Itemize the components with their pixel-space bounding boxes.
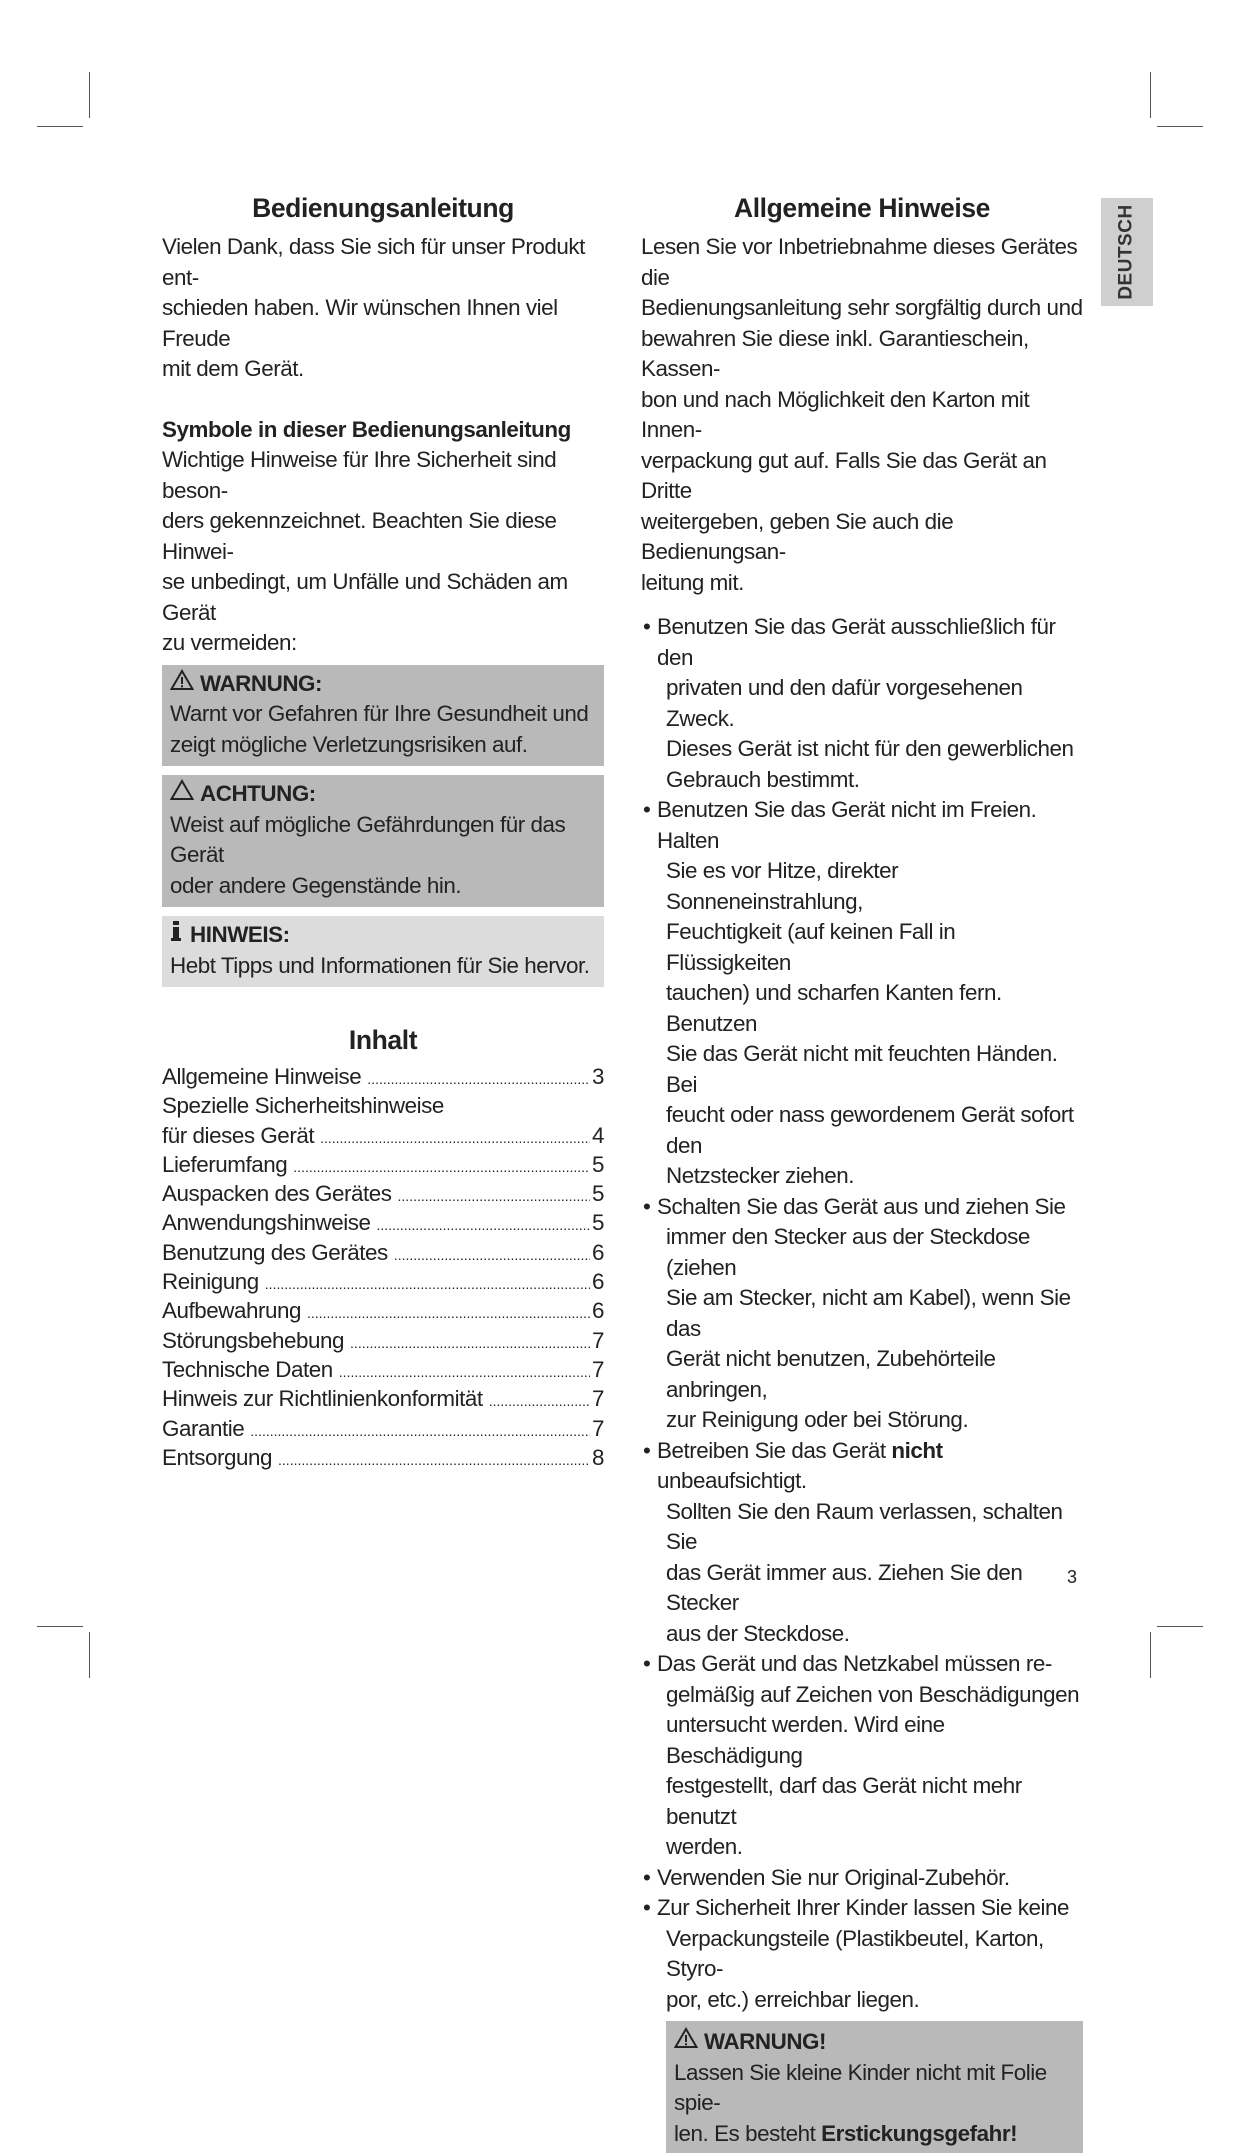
intro-line: leitung mit.	[641, 569, 744, 595]
spacer	[162, 996, 604, 1024]
toc-entry[interactable]: Garantie ..... 7	[162, 1414, 604, 1443]
manual-title: Bedienungsanleitung	[252, 193, 514, 223]
caution-text-line: Weist auf mögliche Gefährdungen für das Gerät	[170, 811, 566, 867]
table-of-contents	[162, 1062, 604, 1472]
bullet-item: • Betreiben Sie das Gerät nicht unbeaufsichtigt. Sollten Sie den Raum verlassen, schalten Sie das Gerät immer aus. Ziehen Sie den Stecker aus der Steckdose.	[641, 1436, 1083, 1650]
page-number: 3	[1067, 1567, 1078, 1587]
crop-mark-tr-v	[1150, 72, 1151, 118]
bullet-item: • Verwenden Sie nur Original-Zubehör.	[641, 1863, 1083, 1894]
spacer	[162, 385, 604, 415]
crop-mark-tl-h	[37, 126, 83, 127]
bullet-item: • Benutzen Sie das Gerät nicht im Freien. Halten Sie es vor Hitze, direkter Sonneneinstrahlung, Feuchtigkeit (auf keinen Fall in Flüssigkeiten tauchen) und scharfen Kanten fern. Benutzen Sie das Gerät nicht mit feuchten Händen. Bei feucht oder nass gewordenem Gerät sofort den Netzstecker ziehen.	[641, 795, 1083, 1192]
toc-entry[interactable]: Störungsbehebung ..... 7	[162, 1326, 604, 1355]
info-icon	[170, 920, 186, 951]
crop-mark-br-h	[1157, 1626, 1203, 1627]
toc-entry[interactable]: Technische Daten ..... 7	[162, 1355, 604, 1384]
toc-entry[interactable]: Reinigung ..... 6	[162, 1267, 604, 1296]
crop-mark-tl-v	[89, 72, 90, 118]
warning-text-line: zeigt mögliche Verletzungsrisiken auf.	[170, 731, 528, 757]
caution-box	[162, 775, 604, 907]
safety-bullet-list	[641, 612, 1083, 2015]
intro-line: Lesen Sie vor Inbetriebnahme dieses Gerätes die	[641, 234, 1078, 290]
general-notes-title: Allgemeine Hinweise	[733, 193, 990, 223]
toc-entry[interactable]: Allgemeine Hinweise ..... 3	[162, 1062, 604, 1091]
language-tab	[1101, 198, 1153, 306]
bullet-item: • Schalten Sie das Gerät aus und ziehen Sie immer den Stecker aus der Steckdose (ziehen Sie am Stecker, nicht am Kabel), wenn Sie das Gerät nicht benutzen, Zubehörteile anbringen, zur Reinigung oder bei Störung.	[641, 1192, 1083, 1436]
toc-title: Inhalt	[348, 1025, 418, 1055]
child-warning-title-text: WARNUNG!	[704, 2029, 827, 2054]
hint-title	[170, 920, 596, 951]
intro-line: mit dem Gerät.	[162, 356, 304, 381]
caution-text-line: oder andere Gegenstände hin.	[170, 872, 462, 898]
toc-entry[interactable]: Auspacken des Gerätes ..... 5	[162, 1179, 604, 1208]
toc-entry[interactable]: Benutzung des Gerätes ..... 6	[162, 1238, 604, 1267]
toc-entry[interactable]: Lieferumfang ..... 5	[162, 1150, 604, 1179]
caution-title	[170, 779, 596, 810]
intro-line: Bedienungsanleitung sehr sorgfältig durch und	[641, 295, 1083, 320]
caution-triangle-icon	[170, 779, 196, 810]
language-tab-label: DEUTSCH	[1116, 204, 1137, 300]
warning-triangle-icon	[170, 669, 196, 700]
child-warning-box	[666, 2021, 1083, 2153]
intro-line: bewahren Sie diese inkl. Garantieschein, Kassen-	[641, 325, 1029, 381]
caution-title-text: ACHTUNG:	[200, 781, 316, 806]
child-warning-line: len. Es besteht Erstickungsgefahr!	[674, 2120, 1018, 2146]
intro-line: verpackung gut auf. Falls Sie das Gerät an Dritte	[641, 447, 1047, 503]
warning-title	[170, 669, 596, 700]
toc-entry[interactable]: Anwendungshinweise ..... 5	[162, 1208, 604, 1237]
left-column	[162, 192, 604, 1472]
right-column	[641, 192, 1083, 2153]
crop-mark-br-v	[1150, 1632, 1151, 1678]
hint-box	[162, 916, 604, 987]
toc-entry[interactable]: Hinweis zur Richtlinienkonformität ..... 7	[162, 1384, 604, 1413]
crop-mark-bl-h	[37, 1626, 83, 1627]
bullet-item: • Zur Sicherheit Ihrer Kinder lassen Sie keine Verpackungsteile (Plastikbeutel, Karton, Styro- por, etc.) erreichbar liegen.	[641, 1893, 1083, 2015]
warning-title-text: WARNUNG:	[200, 670, 323, 696]
intro-line: weitergeben, geben Sie auch die Bedienungsan-	[641, 508, 954, 564]
symbols-text-line: zu vermeiden:	[162, 630, 297, 655]
warning-triangle-icon	[674, 2027, 700, 2058]
toc-entry[interactable]: Entsorgung ..... 8	[162, 1443, 604, 1472]
child-warning-line: Lassen Sie kleine Kinder nicht mit Folie spie-	[674, 2059, 1047, 2115]
crop-mark-tr-h	[1157, 126, 1203, 127]
symbols-heading: Symbole in dieser Bedienungsanleitung	[162, 416, 571, 442]
warning-box	[162, 665, 604, 767]
symbols-text-line: ders gekennzeichnet. Beachten Sie diese Hinwei-	[162, 508, 557, 564]
crop-mark-bl-v	[89, 1632, 90, 1678]
toc-entry-extra-line: Spezielle Sicherheitshinweise	[162, 1093, 444, 1119]
toc-entry[interactable]: für dieses Gerät ..... 4	[162, 1121, 604, 1150]
bullet-item: • Das Gerät und das Netzkabel müssen re- gelmäßig auf Zeichen von Beschädigungen untersucht werden. Wird eine Beschädigung festgestellt, darf das Gerät nicht mehr benutzt werden.	[641, 1649, 1083, 1863]
toc-entry[interactable]: Aufbewahrung ..... 6	[162, 1296, 604, 1325]
intro-line: bon und nach Möglichkeit den Karton mit Innen-	[641, 386, 1030, 442]
warning-text-line: Warnt vor Gefahren für Ihre Gesundheit und	[170, 701, 589, 726]
intro-line: Vielen Dank, dass Sie sich für unser Produkt ent-	[162, 234, 585, 290]
bullet-item: • Benutzen Sie das Gerät ausschließlich für den privaten und den dafür vorgesehenen Zweck. Dieses Gerät ist nicht für den gewerblichen Gebrauch bestimmt.	[641, 612, 1083, 795]
hint-text-line: Hebt Tipps und Informationen für Sie hervor.	[170, 952, 590, 978]
symbols-text-line: Wichtige Hinweise für Ihre Sicherheit sind beson-	[162, 447, 557, 503]
symbols-text-line: se unbedingt, um Unfälle und Schäden am Gerät	[162, 569, 568, 625]
child-warning-title	[674, 2027, 1075, 2058]
hint-title-text: HINWEIS:	[190, 922, 290, 947]
intro-line: schieden haben. Wir wünschen Ihnen viel Freude	[162, 295, 558, 351]
